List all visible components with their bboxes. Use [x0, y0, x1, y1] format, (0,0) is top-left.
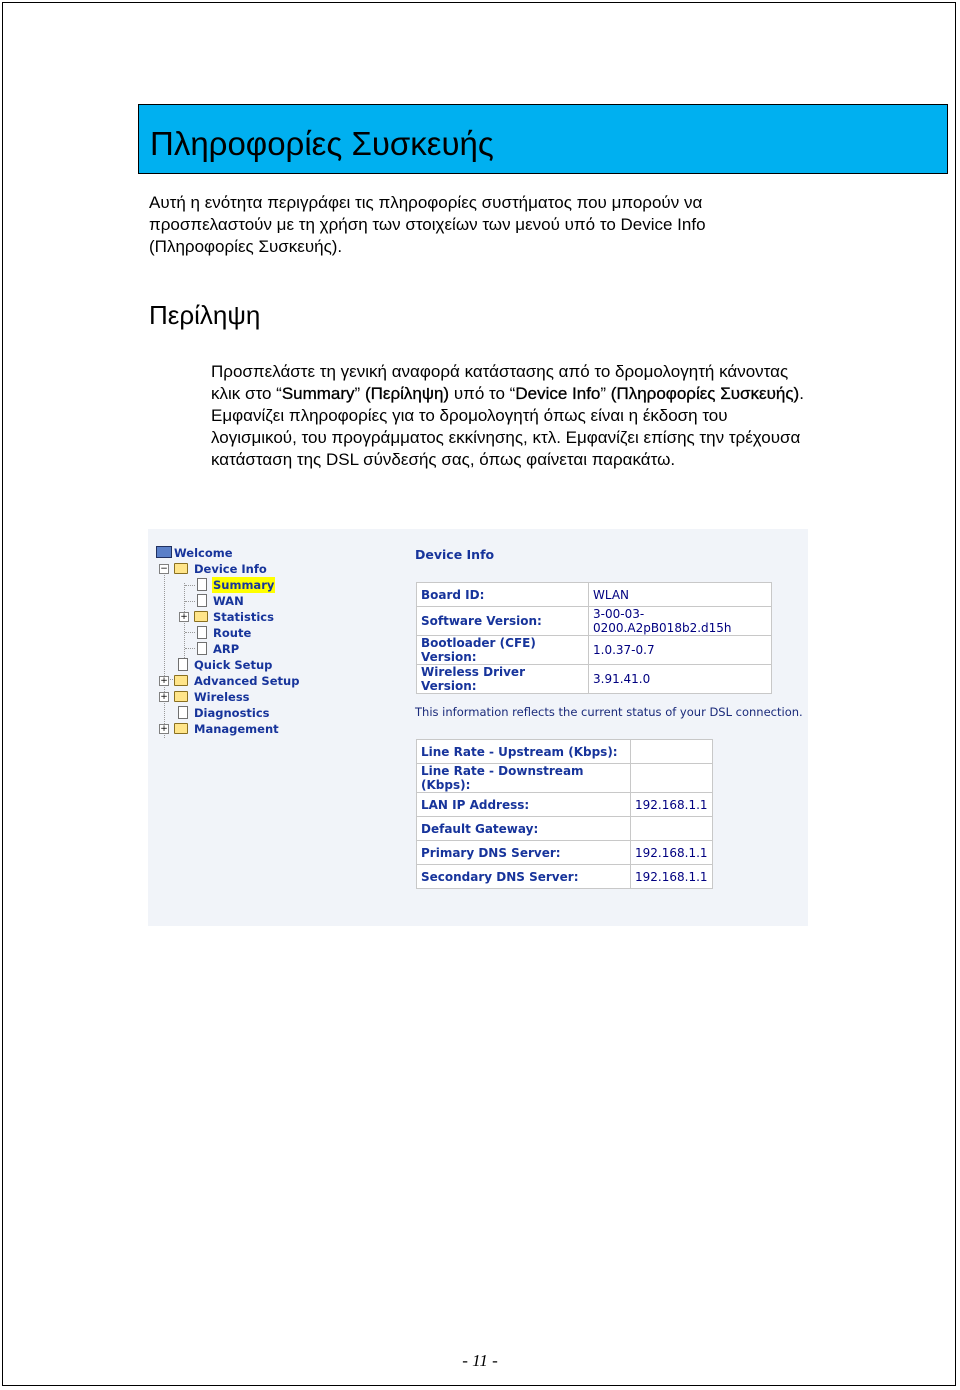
tree-label-quick-setup: Quick Setup [194, 658, 273, 672]
folder-open-icon [174, 563, 188, 574]
row-value: 3-00-03-0200.A2pB018b2.d15h [589, 607, 772, 636]
row-label: Default Gateway: [417, 817, 631, 841]
page-number: - 11 - [462, 1351, 498, 1370]
document-icon [197, 594, 207, 607]
tree-label-wan: WAN [213, 594, 244, 608]
table-row [417, 793, 713, 817]
row-label: Software Version: [417, 607, 589, 636]
table-row [417, 865, 713, 889]
row-label: Wireless Driver Version: [417, 665, 589, 694]
desc-text-1: Προσπελάστε τη γενική αναφορά κατάστασης από το δρομολογητή κάνοντας κλικ στο “ [211, 362, 789, 403]
expand-icon[interactable]: + [160, 724, 168, 734]
section-description [211, 361, 811, 471]
row-label: Secondary DNS Server: [417, 865, 631, 889]
computer-icon [156, 546, 172, 558]
row-value [631, 740, 713, 764]
document-icon [197, 626, 207, 639]
device-info-heading: Device Info [415, 547, 495, 562]
row-value: 192.168.1.1 [631, 793, 713, 817]
expand-icon[interactable]: + [180, 612, 188, 622]
table-row [417, 636, 772, 665]
expand-icon[interactable]: + [160, 692, 168, 702]
row-value [631, 764, 713, 793]
row-label: LAN IP Address: [417, 793, 631, 817]
status-note: This information reflects the current status of your DSL connection. [415, 705, 803, 719]
section-title: Περίληψη [149, 300, 261, 330]
table-row [417, 764, 713, 793]
desc-text-2: ” [354, 384, 365, 403]
row-label: Line Rate - Downstream (Kbps): [417, 764, 631, 793]
expand-icon[interactable]: + [160, 676, 168, 686]
folder-icon [194, 611, 208, 622]
table-row [417, 583, 772, 607]
row-label: Primary DNS Server: [417, 841, 631, 865]
tree-line [185, 585, 195, 586]
device-info-table [416, 582, 772, 694]
tree-label-diagnostics: Diagnostics [194, 706, 270, 720]
intro-paragraph: Αυτή η ενότητα περιγράφει τις πληροφορίες συστήματος που μπορούν να προσπελαστούν με τη χρήση των στοιχείων των μενού υπό το Device Info (Πληροφορίες Συσκευής). [149, 193, 706, 256]
tree-line [185, 601, 195, 602]
table-row [417, 841, 713, 865]
page-title: Πληροφορίες Συσκευής [150, 125, 494, 162]
tree-label-management: Management [194, 722, 279, 736]
tree-line [185, 632, 195, 633]
desc-summary-greek: (Περίληψη) [364, 384, 450, 403]
tree-label-wireless: Wireless [194, 690, 250, 704]
dsl-status-table [416, 739, 713, 889]
tree-label-statistics: Statistics [213, 610, 274, 624]
tree-label-route: Route [213, 626, 252, 640]
collapse-icon[interactable]: − [160, 564, 168, 574]
folder-icon [174, 723, 188, 734]
desc-device-info-greek: (Πληροφορίες Συσκευής) [610, 384, 800, 403]
row-value: WLAN [589, 583, 772, 607]
tree-line [185, 648, 195, 649]
row-value: 192.168.1.1 [631, 865, 713, 889]
document-icon [178, 658, 188, 671]
table-row [417, 607, 772, 636]
title-banner [138, 104, 948, 174]
tree-label-device-info: Device Info [194, 562, 267, 576]
folder-icon [174, 675, 188, 686]
tree-line [184, 583, 185, 662]
document-icon [197, 642, 207, 655]
tree-label-welcome: Welcome [174, 546, 233, 560]
tree-line [164, 567, 165, 738]
document-icon [178, 706, 188, 719]
row-value [631, 817, 713, 841]
row-value: 1.0.37-0.7 [589, 636, 772, 665]
table-row [417, 740, 713, 764]
row-value: 192.168.1.1 [631, 841, 713, 865]
desc-text-4: ” [600, 384, 611, 403]
table-row [417, 665, 772, 694]
table-row [417, 817, 713, 841]
tree-label-summary: Summary [213, 578, 275, 592]
tree-label-advanced-setup: Advanced Setup [194, 674, 300, 688]
row-label: Bootloader (CFE) Version: [417, 636, 589, 665]
desc-text-3: υπό το “ [449, 384, 516, 403]
desc-text-5: . Εμφανίζει πληροφορίες για το δρομολογητή όπως είναι η έκδοση του λογισμικού, του προγράμματος εκκίνησης, κτλ. Εμφανίζει επίσης την τρέχουσα κατάσταση της DSL σύνδεσής σας, όπως φαίνεται παρακάτω. [211, 384, 804, 469]
desc-summary-term: Summary [281, 384, 355, 403]
tree-label-arp: ARP [213, 642, 240, 656]
router-screenshot [148, 529, 808, 926]
row-label: Board ID: [417, 583, 589, 607]
desc-device-info-term: Device Info [515, 384, 601, 403]
document-icon [197, 578, 207, 591]
folder-icon [174, 691, 188, 702]
row-label: Line Rate - Upstream (Kbps): [417, 740, 631, 764]
row-value: 3.91.41.0 [589, 665, 772, 694]
